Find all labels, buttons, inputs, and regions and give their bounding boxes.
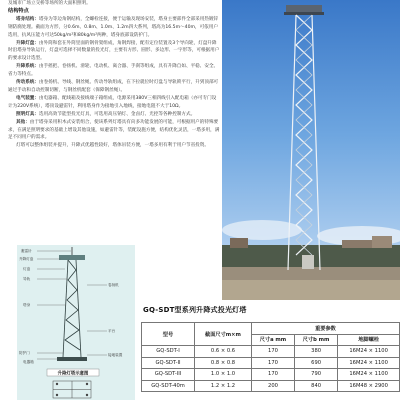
cell-bolt: 16M48 × 2900	[338, 380, 400, 392]
diagram-label: 防护门	[19, 351, 30, 355]
diagram-caption: 升降灯塔示意图	[57, 371, 89, 377]
cell-model: GQ-SDT-III	[142, 369, 195, 381]
header-params: 重要参数	[252, 323, 400, 335]
cell-bolt: 16M24 × 1100	[338, 346, 400, 358]
diagram-label: 接地装置	[108, 353, 123, 357]
paragraph-lamps: 照明灯具：选用高效节能型投光灯具，可选用高压钠灯、金卤灯、光控等各种控制方式。	[16, 111, 196, 117]
cell-model: GQ-SDT-40m	[142, 380, 195, 392]
diagram-label: 灯盘	[23, 267, 31, 271]
intro-tail: 及城市广场立交桥等场所的大面积照明。	[8, 1, 91, 6]
table-row	[142, 346, 400, 358]
diagram-label: 电器箱	[23, 360, 34, 364]
diagram-label: 平台	[108, 329, 116, 333]
header-a: 尺寸a mm	[252, 334, 295, 346]
cell-b: 380	[294, 346, 337, 358]
cell-bolt: 16M24 × 1100	[338, 357, 400, 369]
diagram-label: 避雷针	[21, 249, 32, 253]
cell-model: GQ-SDT-I	[142, 346, 195, 358]
paragraph-other: 其他：由于塔身采用积木式安装组合，使该系列灯塔具有向多功能发展的可能，可根据用户的特殊要求，在满足照明要求的基础上增设其他设施，如避雷针等，装配设施方便，结构优化灵活，一塔多用，满足不同用户的需求。	[8, 119, 220, 141]
table-row	[142, 357, 400, 369]
paragraph-transmission: 传动系统：由卷扬机、导线、钢丝绳、传动导轨组成，在下拉就位时灯盘与导轨锁平行，升到顶部可通过手动和自动控制切断，与钢丝机配套（保障钢丝绳）。	[8, 80, 219, 93]
paragraph-lift-system: 升降系统：由手摇把、卷扬机、滑轮、电动机、离合器、手刹等组成，具有升降自如、平稳、安全、省力等特点。	[8, 64, 219, 78]
header-b: 尺寸b mm	[294, 334, 337, 346]
spec-table	[141, 322, 400, 392]
cell-model: GQ-SDT-II	[142, 357, 195, 369]
table-header-row	[142, 323, 400, 335]
tower-photo	[222, 0, 400, 300]
header-model: 型号	[142, 323, 195, 346]
diagram-label: 导轨	[23, 277, 31, 281]
cell-a: 170	[252, 346, 295, 358]
product-title: GQ-SDT型系列升降式投光灯塔	[143, 306, 247, 314]
cell-b: 840	[294, 380, 337, 392]
table-row	[142, 369, 400, 381]
cell-b: 690	[294, 357, 337, 369]
cell-section: 1.2 × 1.2	[195, 380, 252, 392]
paragraph-tower-body: 塔身结构：塔身为等边角钢结构，全螺栓连接，便于运输及现场安装，塔身主要部件全部采用热镀锌钢防腐处理。截面为方形，分0.6m、0.8m、1.0m、1.2m四大系列，塔高为16.5m～40m，可依用户选用，抗风压能力可达50kg/m²和80kg/m²两种，塔身底部设防护门。	[8, 16, 219, 38]
table-row	[142, 380, 400, 392]
paragraph-electrical: 电气装置：由电器箱、配线箱及接线端子箱组成，电源采用380V三相四线引入配电箱（亦可专门设计为220V系统），塔顶设避雷针，利用塔身作为接地引入地线，接地电阻不大于10Ω。	[8, 95, 217, 109]
section-title: 结构特点	[8, 7, 29, 14]
spec-text-column	[8, 0, 220, 150]
header-bolt: 地脚螺栓	[338, 334, 400, 346]
cell-a: 170	[252, 357, 295, 369]
cell-section: 1.0 × 1.0	[195, 369, 252, 381]
header-section: 截面尺寸m×m	[195, 323, 252, 346]
diagram-label: 塔身	[23, 303, 31, 307]
cell-a: 170	[252, 369, 295, 381]
diagram-label: 升降灯盘	[19, 257, 34, 261]
cell-a: 200	[252, 380, 295, 392]
cell-section: 0.6 × 0.6	[195, 346, 252, 358]
tower-diagram	[17, 245, 135, 400]
cell-b: 790	[294, 369, 337, 381]
cell-bolt: 16M24 × 1100	[338, 369, 400, 381]
paragraph-lamp-panel: 升降灯盘：由外筒和套在外筒里面的钢骨架组成，角钢焊接，配有定位装置及3个导向轮，灯盘升降时沿塔身导轨运行，灯盘可选择不同数量的投光灯，主要有方形、圆形、多边形、一字形等，可根据用户的要求设计选型。	[8, 40, 220, 62]
diagram-label: 卷扬机	[108, 283, 119, 287]
cell-section: 0.8 × 0.8	[195, 357, 252, 369]
paragraph-closing: 灯塔可以整体组装并提升，升降式优越性较好，塔体吊装方便，一塔多用有利于用户节省投资。	[16, 143, 209, 149]
